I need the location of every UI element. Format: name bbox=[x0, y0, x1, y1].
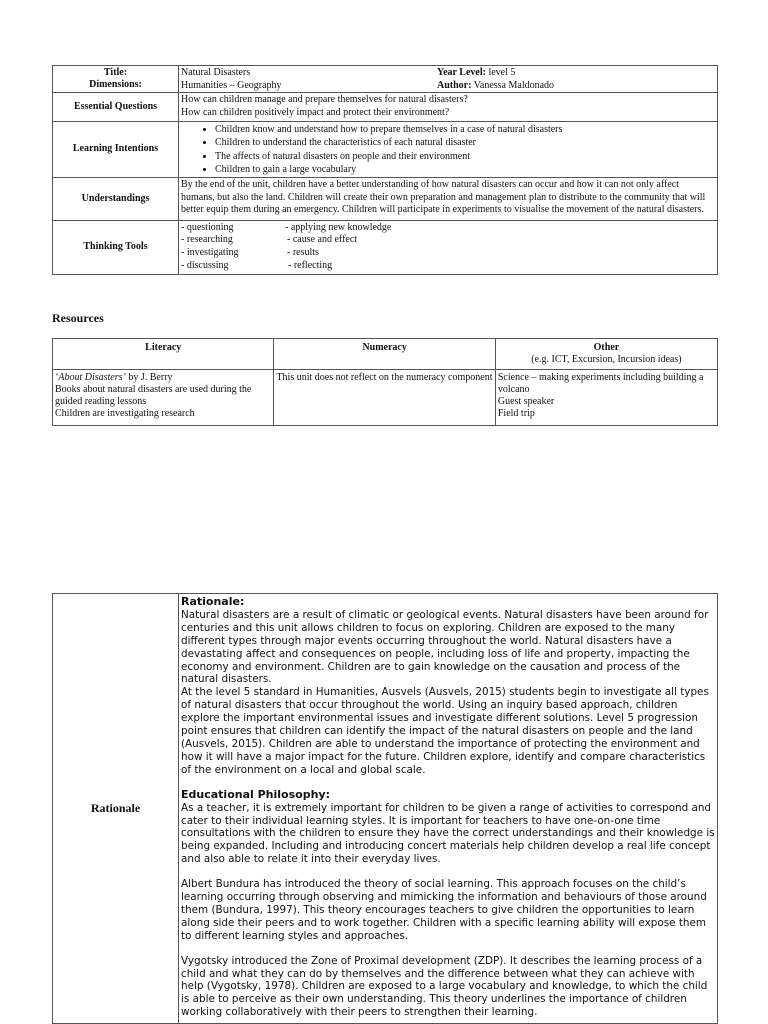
rationale-paragraph: At the level 5 standard in Humanities, Ausvels (Ausvels, 2015) students begin to investigate all types of natural disasters that occur throughout the world. Using an inquiry based approach, children explore the important environmental issues and investigate different solutions. Level 5 progression point ensures that children can identify the impact of the natural disasters on people and the land (Ausvels, 2015). Children are able to understand the importance of protecting the environment and how it will have a major impact for the future. Children explore, identify and compare characteristics of the environment on a local and global scale. bbox=[181, 686, 709, 776]
rationale-paragraph: Natural disasters are a result of climatic or geological events. Natural disasters have been around for centuries and this unit allows children to focus on exploring. Children are exposed to the many different types through major events occurring throughout the world. Natural disasters have a devastating affect and consequences on people, including loss of life and property, impacting the economy and environment. Children are to gain knowledge on the causation and process of the natural disasters. bbox=[181, 608, 709, 686]
other-line: Field trip bbox=[497, 408, 535, 420]
learning-intentions-label: Learning Intentions bbox=[53, 122, 179, 178]
essential-questions-label: Essential Questions bbox=[53, 93, 179, 122]
rationale-body bbox=[179, 594, 718, 1024]
list-item: • Children to understand the characteristics of each natural disaster bbox=[215, 136, 715, 149]
title-value: Natural Disasters bbox=[181, 67, 251, 78]
tool-item: - discussing bbox=[181, 260, 229, 272]
list-item: • Children to gain a large vocabulary bbox=[215, 163, 715, 176]
author-value: Vanessa Maldonado bbox=[471, 79, 555, 91]
essential-questions-cell bbox=[179, 93, 718, 122]
author bbox=[437, 80, 715, 93]
year-level-value: level 5 bbox=[485, 67, 516, 78]
book-author: by J. Berry bbox=[125, 371, 173, 383]
numeracy-header: Numeracy bbox=[274, 339, 495, 370]
essential-question: How can children positively impact and protect their environment? bbox=[181, 106, 450, 118]
tool-item: - researching bbox=[181, 234, 233, 246]
essential-question: How can children manage and prepare themselves for natural disasters? bbox=[181, 94, 468, 105]
other-line: Science – making experiments including building a volcano bbox=[497, 371, 704, 395]
thinking-tools-row bbox=[53, 220, 718, 274]
rationale-label: Rationale bbox=[53, 594, 179, 1024]
resources-content-row bbox=[53, 369, 718, 425]
understandings-row bbox=[53, 178, 718, 221]
literacy-header: Literacy bbox=[53, 339, 274, 370]
understandings-text: By the end of the unit, children have a better understanding of how natural disasters can occur and how it can not only affect humans, but also the land. Children will create their own preparation and management plan to distribute to the community that will better equip them during an emergency. Children will participate in experiments to visualise the movement of the natural disasters. bbox=[179, 178, 718, 221]
thinking-tools-cell bbox=[179, 220, 718, 274]
tool-item: - results bbox=[287, 247, 319, 259]
tool-item: - cause and effect bbox=[287, 234, 358, 246]
resources-header-row bbox=[53, 339, 718, 370]
dimensions-value: Humanities – Geography bbox=[181, 79, 282, 91]
unit-plan-table bbox=[52, 65, 718, 275]
list-item: • The affects of natural disasters on people and their environment bbox=[215, 150, 715, 163]
rationale-table bbox=[52, 593, 718, 1024]
tool-item: - applying new knowledge bbox=[285, 221, 392, 233]
dimensions-label: Dimensions: bbox=[89, 79, 142, 90]
other-line: Guest speaker bbox=[497, 396, 555, 408]
rationale-row bbox=[53, 594, 718, 1024]
rationale-heading: Rationale: bbox=[181, 595, 245, 608]
philosophy-paragraph: Vygotsky introduced the Zone of Proximal development (ZDP). It describes the learning process of a child and what they can do by themselves and the difference between what they can achieve with help (Vygotsky, 1978). Children are exposed to a large vocabulary and knowledge, to which the child is able to perceive as their own understanding. This theory underlines the importance of children working collaboratively with their peers to strengthen their learning. bbox=[181, 954, 708, 1019]
tool-item: - questioning bbox=[181, 221, 234, 233]
literacy-cell bbox=[53, 369, 274, 425]
list-item: • Children know and understand how to prepare themselves in a case of natural disasters bbox=[215, 123, 715, 136]
philosophy-paragraph: As a teacher, it is extremely important for children to be given a range of activities to correspond and cater to their individual learning styles. It is important for teachers to have one-on-one time consultations with the children to ensure they have the correct understandings and their knowledge is being expanded. Including and introducing concert materials help children develop a real life concept and also able to relate it into their everyday lives. bbox=[181, 801, 715, 866]
essential-questions-row bbox=[53, 93, 718, 122]
author-label: Author: bbox=[437, 79, 472, 91]
title-row bbox=[53, 66, 718, 93]
year-level bbox=[437, 67, 715, 80]
learning-intentions-list bbox=[181, 123, 715, 176]
resources-heading: Resources bbox=[52, 311, 104, 325]
title-labels-cell bbox=[53, 66, 179, 93]
numeracy-cell: This unit does not reflect on the numeracy component bbox=[274, 369, 495, 425]
tool-item: - investigating bbox=[181, 247, 239, 259]
thinking-tools-label: Thinking Tools bbox=[53, 220, 179, 274]
other-header bbox=[495, 339, 717, 370]
other-cell bbox=[495, 369, 717, 425]
learning-intentions-row bbox=[53, 122, 718, 178]
understandings-label: Understandings bbox=[53, 178, 179, 221]
book-title: ‘About Disasters’ bbox=[55, 371, 126, 383]
philosophy-heading: Educational Philosophy: bbox=[181, 787, 330, 801]
tool-item: - reflecting bbox=[288, 260, 333, 272]
literacy-line: Books about natural disasters are used during the guided reading lessons bbox=[55, 383, 252, 408]
literacy-book bbox=[55, 372, 271, 384]
other-header-subtitle: (e.g. ICT, Excursion, Incursion ideas) bbox=[531, 354, 682, 366]
learning-intentions-cell bbox=[179, 122, 718, 178]
title-values-cell bbox=[179, 66, 718, 93]
literacy-line: Children are investigating research bbox=[55, 408, 195, 420]
year-level-label: Year Level: bbox=[437, 67, 486, 78]
title-label: Title: bbox=[103, 66, 128, 78]
resources-table bbox=[52, 338, 718, 426]
philosophy-paragraph: Albert Bundura has introduced the theory of social learning. This approach focuses on the child’s learning occurring through observing and mimicking the information and behaviours of those around them (Bundura, 1997). This theory encourages teachers to give children the opportunities to learn along side their peers and to work together. Children with a specific learning ability will expose them to different learning styles and approaches. bbox=[181, 878, 707, 942]
other-header-title: Other bbox=[593, 342, 620, 353]
